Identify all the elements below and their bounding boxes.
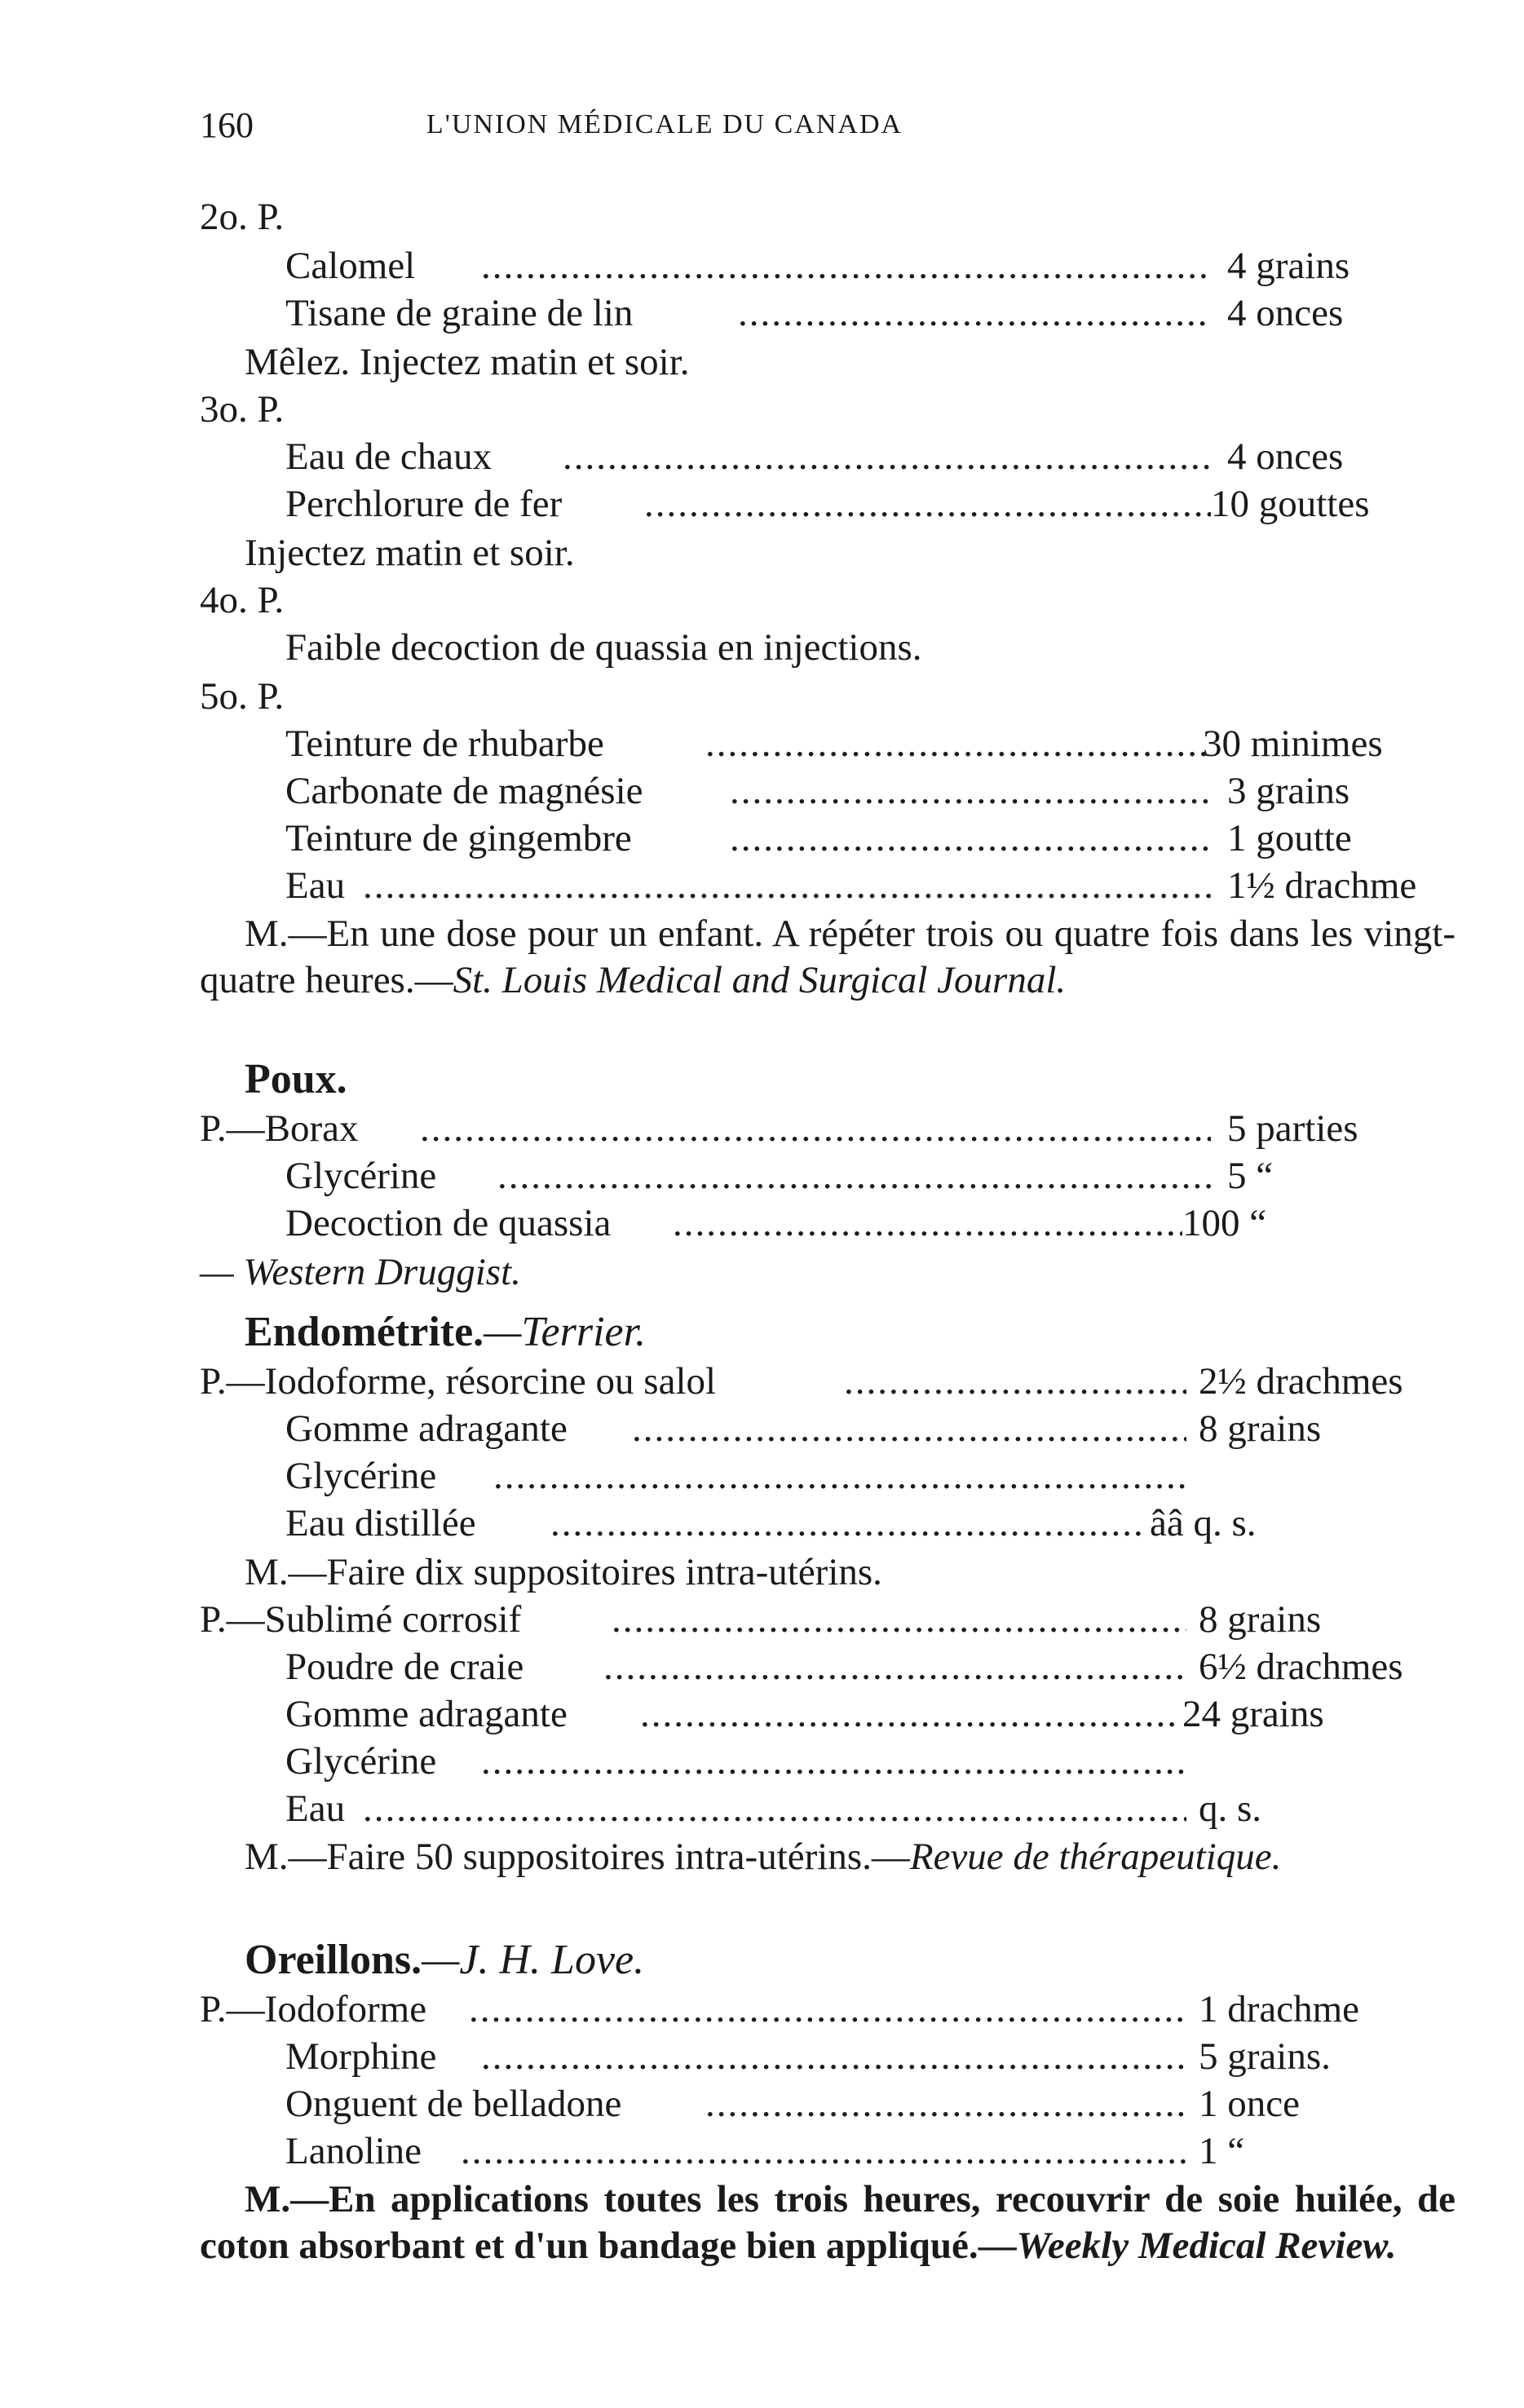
ingredient-line [200,1200,1456,1247]
dot-leader [481,1738,1186,1785]
ingredient-line [200,1643,1456,1690]
section-heading-text [245,1937,644,1984]
dot-leader [461,2127,1186,2175]
ingredient-qty: 5 parties [1227,1107,1358,1150]
section-title: Endométrite. [245,1309,484,1355]
dot-leader [705,2080,1186,2127]
ingredient-qty: 6½ drachmes [1199,1646,1403,1688]
ingredient-line [200,289,1456,337]
dot-leader [481,242,1211,289]
ingredient-name: Eau [285,864,346,907]
ingredient-line [200,862,1456,909]
note-paragraph [200,2176,1456,2269]
ingredient-name: Eau de chaux [285,435,493,478]
section-title: Poux. [245,1056,347,1102]
section-heading [200,1056,1456,1103]
ingredient-line [200,480,1456,528]
instruction-text: Injectez matin et soir. [245,532,575,574]
ingredient-qty: 4 onces [1227,292,1344,334]
ingredient-qty: 8 grains [1199,1407,1322,1450]
dot-leader [705,720,1211,767]
ingredient-name: Eau distillée [285,1502,476,1544]
section-author: —Terrier. [484,1309,647,1355]
section-heading-text [245,1309,646,1356]
ingredient-qty: 3 grains [1227,770,1350,812]
ingredient-name: Decoction de quassia [285,1202,612,1244]
note-paragraph [200,1834,1456,1880]
ingredient-line [200,767,1456,815]
ingredient-name: Lanoline [285,2130,422,2172]
dot-leader [481,2033,1186,2080]
rx-number: 5o. P. [200,675,285,718]
ingredient-name: Carbonate de magnésie [285,770,643,812]
ingredient-name: Perchlorure de fer [285,483,563,525]
ingredient-name: Calomel [285,245,416,287]
content [200,183,1456,2320]
ingredient-name: Gomme adragante [285,1693,568,1735]
ingredient-name: Teinture de rhubarbe [285,722,604,765]
ingredient-line [200,2127,1456,2175]
note-text: M.—Faire 50 suppositoires intra-utérins.— [245,1836,910,1878]
rx-label [200,577,1456,624]
ingredient-qty: 4 onces [1227,435,1344,478]
running-head: L'UNION MÉDICALE DU CANADA [426,109,903,139]
ingredient-line [200,433,1456,480]
section-title: Oreillons. [245,1937,422,1983]
ingredient-line [200,1785,1456,1832]
instruction [200,338,1456,386]
ingredient-name: Teinture de gingembre [285,817,632,859]
dot-leader [469,1986,1186,2033]
dot-leader [612,1596,1186,1643]
ingredient-line [200,242,1456,289]
ingredient-qty: 30 minimes [1203,722,1383,765]
ingredient-name: Onguent de belladone [285,2083,622,2125]
dot-leader [420,1105,1211,1152]
ingredient-line [200,1105,1456,1152]
source-line [200,1248,1456,1296]
note-text: M.—En applications toutes les trois heures, recouvrir de soie huilée, de coton absorbant et d'un bandage bien appliqué.— [200,2178,1456,2267]
dot-leader [730,767,1211,815]
ingredient-qty: ââ q. s. [1150,1502,1257,1544]
ingredient-name: Gomme adragante [285,1407,568,1450]
note-paragraph [200,911,1456,1004]
ingredient-qty: 24 grains [1182,1693,1324,1735]
source-citation: St. Louis Medical and Surgical Journal. [453,959,1067,1001]
dot-leader [550,1500,1146,1547]
section-heading [200,1309,1456,1356]
dot-leader [363,1785,1186,1832]
ingredient-name: P.—Iodoforme [200,1988,427,2030]
ingredient-line [200,815,1456,862]
ingredient-qty: 5 “ [1227,1155,1274,1197]
dot-leader [603,1643,1186,1690]
section-heading [200,1937,1456,1984]
ingredient-line [200,1500,1456,1547]
note-text: M.—En une dose pour un enfant. A répéter trois ou quatre fois dans les vingt-quatre heures.— [200,912,1456,1001]
instruction-text: Faible decoction de quassia en injections. [285,626,922,669]
ingredient-name: Poudre de craie [285,1646,524,1688]
dot-leader [563,433,1211,480]
ingredient-name: P.—Borax [200,1107,359,1150]
ingredient-line [200,1405,1456,1452]
dot-leader [644,480,1211,528]
ingredient-name: Tisane de graine de lin [285,292,634,334]
ingredient-line [200,720,1456,767]
source-citation: Weekly Medical Review. [1016,2225,1397,2267]
rx-label [200,673,1456,720]
ingredient-qty: 1 once [1199,2083,1300,2125]
ingredient-qty: 8 grains [1199,1598,1322,1641]
dot-leader [730,815,1211,862]
ingredient-qty: 5 grains. [1199,2035,1331,2078]
ingredient-name: Glycérine [285,1155,437,1197]
instruction [200,624,1456,671]
instruction-text: M.—Faire dix suppositoires intra-utérins. [245,1551,882,1593]
ingredient-qty: 4 grains [1227,245,1350,287]
page-number: 160 [200,105,254,145]
ingredient-line [200,1986,1456,2033]
ingredient-line [200,1596,1456,1643]
ingredient-qty: q. s. [1199,1787,1262,1830]
ingredient-qty: 1 drachme [1199,1988,1360,2030]
dot-leader [640,1690,1174,1738]
dot-leader [738,289,1211,337]
dot-leader [493,1452,1186,1500]
ingredient-line [200,1738,1456,1785]
ingredient-qty: 1 “ [1199,2130,1245,2172]
instruction [200,529,1456,577]
dot-leader [632,1405,1186,1452]
instruction-text: Mêlez. Injectez matin et soir. [245,341,690,383]
ingredient-qty: 1 goutte [1227,817,1352,859]
ingredient-name: P.—Sublimé corrosif [200,1598,522,1641]
ingredient-line [200,2033,1456,2080]
ingredient-line [200,1452,1456,1500]
dot-leader [497,1152,1211,1200]
section-author: —J. H. Love. [422,1937,645,1983]
ingredient-name: P.—Iodoforme, résorcine ou salol [200,1360,717,1403]
source-citation: Revue de thérapeutique. [909,1836,1282,1878]
instruction [200,1549,1456,1596]
rx-number: 2o. P. [200,196,285,238]
ingredient-qty: 10 gouttes [1211,483,1370,525]
rx-label [200,193,1456,241]
page-header [200,104,1129,153]
ingredient-qty: 2½ drachmes [1199,1360,1403,1403]
ingredient-line [200,1152,1456,1200]
dot-leader [844,1358,1186,1405]
dot-leader [673,1200,1182,1247]
ingredient-name: Morphine [285,2035,437,2078]
ingredient-name: Eau [285,1787,346,1830]
dot-leader [363,862,1211,909]
ingredient-name: Glycérine [285,1455,437,1497]
ingredient-name: Glycérine [285,1740,437,1783]
rx-number: 3o. P. [200,388,285,431]
ingredient-line [200,1358,1456,1405]
ingredient-line [200,1690,1456,1738]
ingredient-qty: 1½ drachme [1227,864,1417,907]
source-citation: — Western Druggist. [200,1251,521,1293]
ingredient-qty: 100 “ [1182,1202,1267,1244]
rx-number: 4o. P. [200,579,285,621]
ingredient-line [200,2080,1456,2127]
rx-label [200,386,1456,433]
